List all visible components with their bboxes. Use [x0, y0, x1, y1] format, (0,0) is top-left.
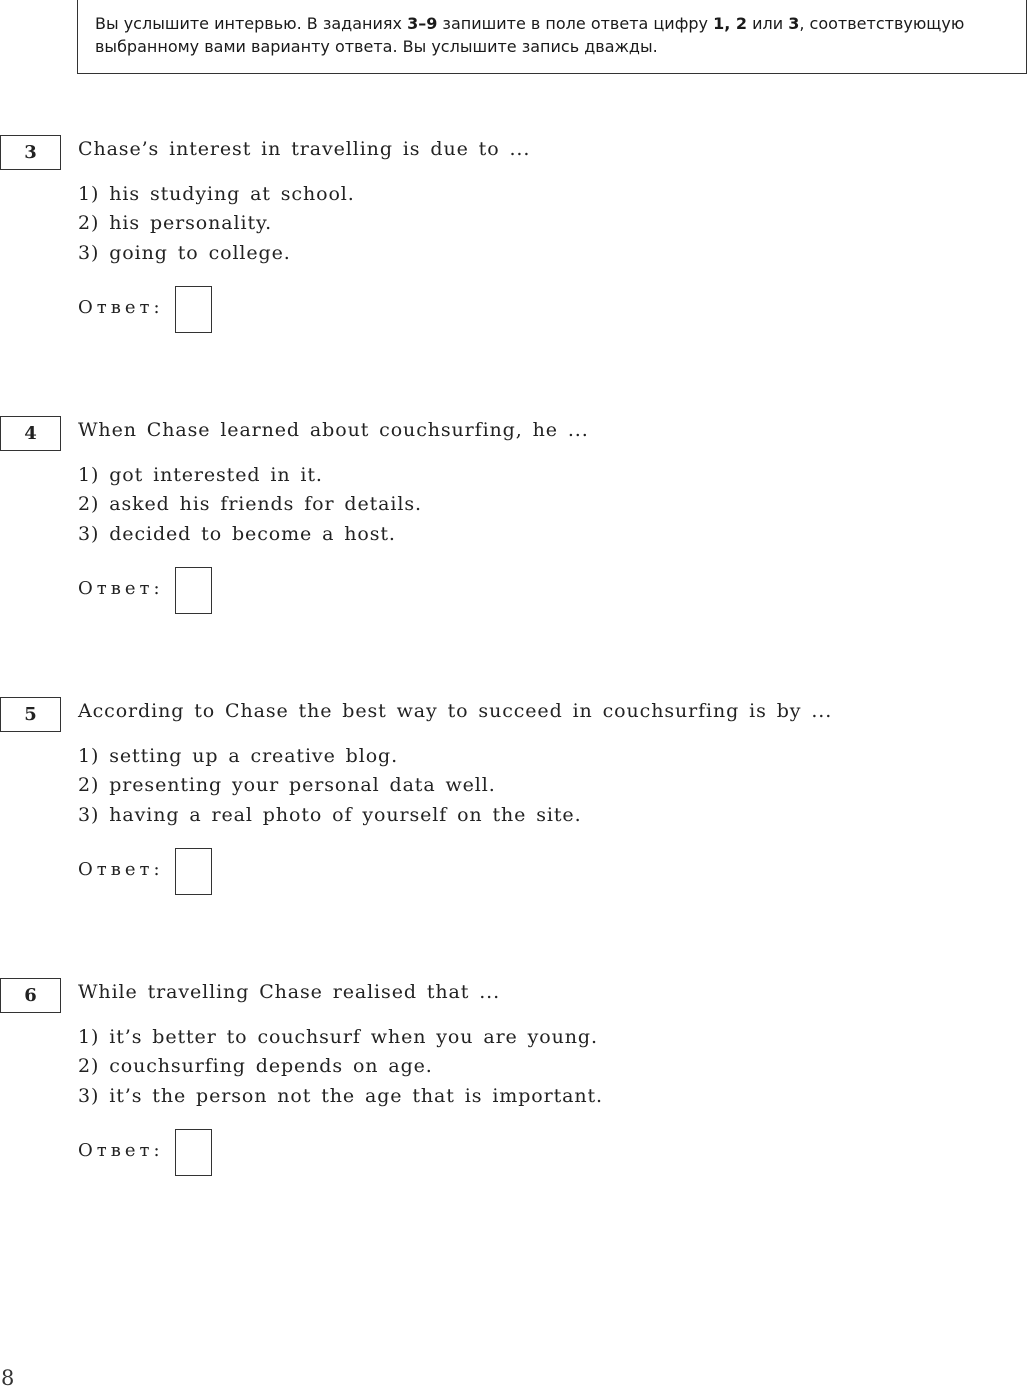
answer-input-box[interactable] — [175, 286, 212, 333]
option-3: 3) decided to become a host. — [78, 522, 396, 545]
instruction-box — [77, 0, 1027, 74]
option-2: 2) couchsurfing depends on age. — [78, 1055, 433, 1078]
question-text: When Chase learned about couchsurfing, he ... — [78, 419, 589, 441]
answer-label: Ответ: — [78, 297, 164, 318]
page-number: 8 — [1, 1366, 15, 1390]
instruction-text-4: , соответствующую выбранному вами варианту ответа. Вы услышите запись дважды. — [95, 14, 965, 56]
task-number: 6 — [0, 978, 61, 1013]
option-3: 3) having a real photo of yourself on the site. — [78, 803, 582, 826]
instruction-digits: 1, 2 — [713, 14, 748, 33]
task-5 — [0, 697, 1029, 897]
options-list — [78, 1023, 603, 1111]
options-list — [78, 180, 355, 268]
option-1: 1) setting up a creative blog. — [78, 745, 399, 767]
task-number: 5 — [0, 697, 61, 732]
question-text: Chase’s interest in travelling is due to ... — [78, 138, 531, 160]
answer-label: Ответ: — [78, 578, 164, 599]
option-1: 1) his studying at school. — [78, 183, 355, 205]
answer-input-box[interactable] — [175, 848, 212, 895]
option-1: 1) got interested in it. — [78, 464, 323, 486]
task-4 — [0, 416, 1029, 616]
answer-label: Ответ: — [78, 1140, 164, 1161]
task-number: 3 — [0, 135, 61, 170]
answer-input-box[interactable] — [175, 567, 212, 614]
task-6 — [0, 978, 1029, 1178]
options-list — [78, 461, 422, 549]
answer-label: Ответ: — [78, 859, 164, 880]
option-2: 2) presenting your personal data well. — [78, 774, 496, 797]
instruction-digit-3: 3 — [788, 14, 800, 33]
question-text: While travelling Chase realised that ... — [78, 981, 501, 1003]
instruction-text-3: или — [747, 14, 789, 33]
option-3: 3) going to college. — [78, 241, 291, 264]
option-3: 3) it’s the person not the age that is important. — [78, 1084, 603, 1107]
option-2: 2) his personality. — [78, 212, 273, 235]
question-text: According to Chase the best way to succeed in couchsurfing is by ... — [78, 700, 833, 722]
answer-input-box[interactable] — [175, 1129, 212, 1176]
option-1: 1) it’s better to couchsurf when you are young. — [78, 1026, 598, 1048]
task-3 — [0, 135, 1029, 335]
task-number: 4 — [0, 416, 61, 451]
options-list — [78, 742, 582, 830]
instruction-text-2: запишите в поле ответа цифру — [437, 14, 714, 33]
instruction-range: 3–9 — [407, 14, 438, 33]
option-2: 2) asked his friends for details. — [78, 493, 422, 516]
instruction-text-1: Вы услышите интервью. В заданиях — [95, 14, 408, 33]
